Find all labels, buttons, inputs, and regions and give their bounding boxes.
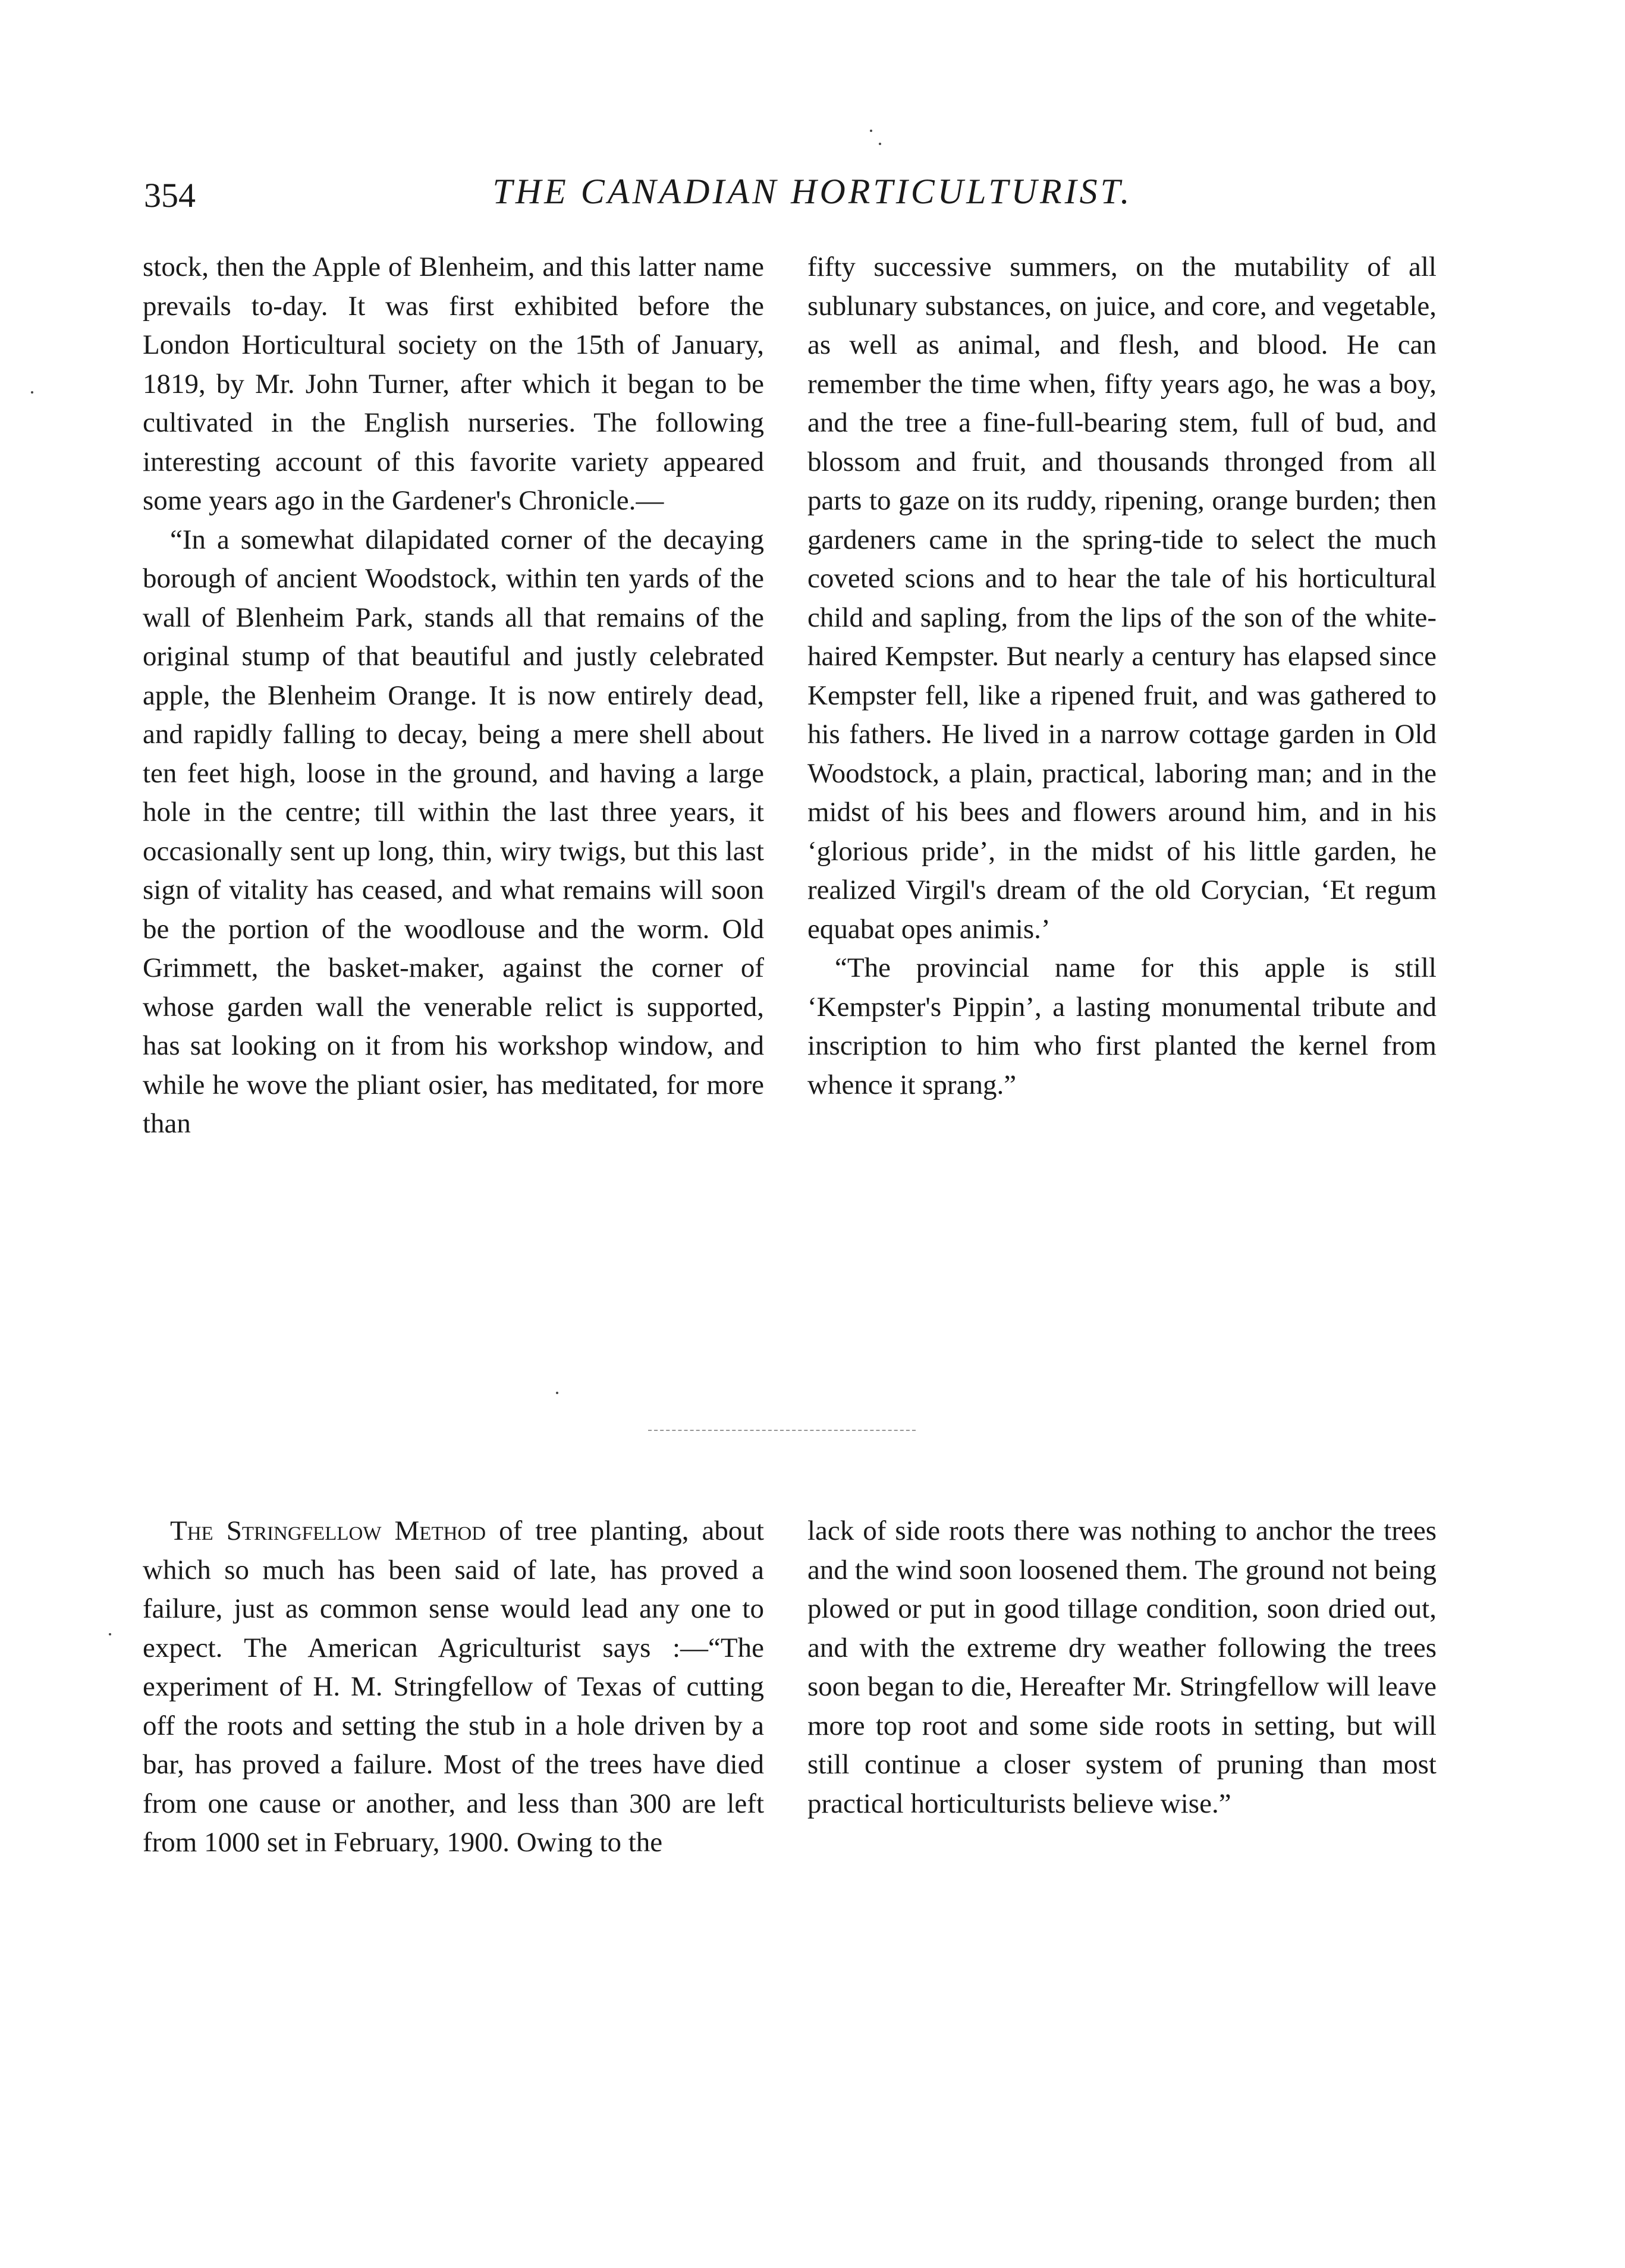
scan-speck <box>109 1633 111 1635</box>
page-number: 354 <box>144 176 196 215</box>
paragraph: lack of side roots there was nothing to anchor the trees and the wind soon loosened them. The ground not being plowed or put in good tillage condition, soon dried out, and with the extreme dry weather following the trees soon began to die, Hereafter Mr. Stringfellow will leave more top root and some side roots in setting, but will still continue a closer system of pruning than most practical horticulturists believe wise.” <box>807 1515 1437 1819</box>
paragraph: “The provincial name for this apple is still ‘Kempster's Pippin’, a lasting monumental tribute and inscription to him who first planted the kernel from whence it sprang.” <box>807 952 1437 1100</box>
paragraph-text: of tree planting, about which so much has been said of late, has proved a failure, just as common sense would lead any one to expect. The American Agriculturist says :—“The experiment of H. M. Stringfellow of Texas of cutting off the roots and setting the stub in a hole driven by a bar, has proved a failure. Most of the trees have died from one cause or another, and less than 300 are left from 1000 set in February, 1900. Owing to the <box>143 1515 764 1858</box>
lead-in-heading: The Stringfellow Method <box>170 1515 486 1546</box>
paragraph: “In a somewhat dilapidated corner of the decaying borough of ancient Woodstock, within ten yards of the wall of Blenheim Park, stands all that remains of the original stump of that beautiful and justly celebrated apple, the Blenheim Orange. It is now entirely dead, and rapidly falling to decay, being a mere shell about ten feet high, loose in the ground, and having a large hole in the centre; till within the last three years, it occasionally sent up long, thin, wiry twigs, but this last sign of vitality has ceased, and what remains will soon be the portion of the woodlouse and the worm. Old Grimmett, the basket-maker, against the corner of whose garden wall the venerable relict is supported, has sat looking on it from his workshop window, and while he wove the pliant osier, has meditated, for more than <box>143 524 764 1139</box>
article-two-left-column <box>143 1512 764 1863</box>
section-divider <box>648 1430 916 1431</box>
paragraph: fifty successive summers, on the mutability of all sublunary substances, on juice, and core, and vegetable, as well as animal, and flesh, and blood. He can remember the time when, fifty years ago, he was a boy, and the tree a fine-full-bearing stem, full of bud, and blossom and fruit, and thousands thronged from all parts to gaze on its ruddy, ripening, orange burden; then gardeners came in the spring-tide to select the much coveted scions and to hear the tale of his horticultural child and sapling, from the lips of the son of the white-haired Kempster. But nearly a century has elapsed since Kempster fell, like a ripened fruit, and was gathered to his fathers. He lived in a narrow cottage garden in Old Woodstock, a plain, practical, laboring man; and in the midst of his bees and flowers around him, and in his ‘glorious pride’, in the midst of his little garden, he realized Virgil's dream of the old Corycian, ‘Et regum equabat opes animis.’ <box>807 251 1437 945</box>
article-one-left-column <box>143 248 764 1144</box>
scan-speck <box>31 391 33 394</box>
article-one-right-column <box>807 248 1437 1105</box>
paragraph <box>143 1512 764 1863</box>
paragraph: stock, then the Apple of Blenheim, and this latter name prevails to-day. It was first exhibited before the London Horticultural society on the 15th of January, 1819, by Mr. John Turner, after which it began to be cultivated in the English nurseries. The following interesting account of this favorite variety appeared some years ago in the Gardener's Chronicle.— <box>143 251 764 516</box>
scan-speck <box>870 130 872 132</box>
scan-speck <box>556 1392 558 1394</box>
article-two-right-column <box>807 1512 1437 1823</box>
running-title: THE CANADIAN HORTICULTURIST. <box>492 172 1133 211</box>
scan-speck <box>879 143 881 145</box>
